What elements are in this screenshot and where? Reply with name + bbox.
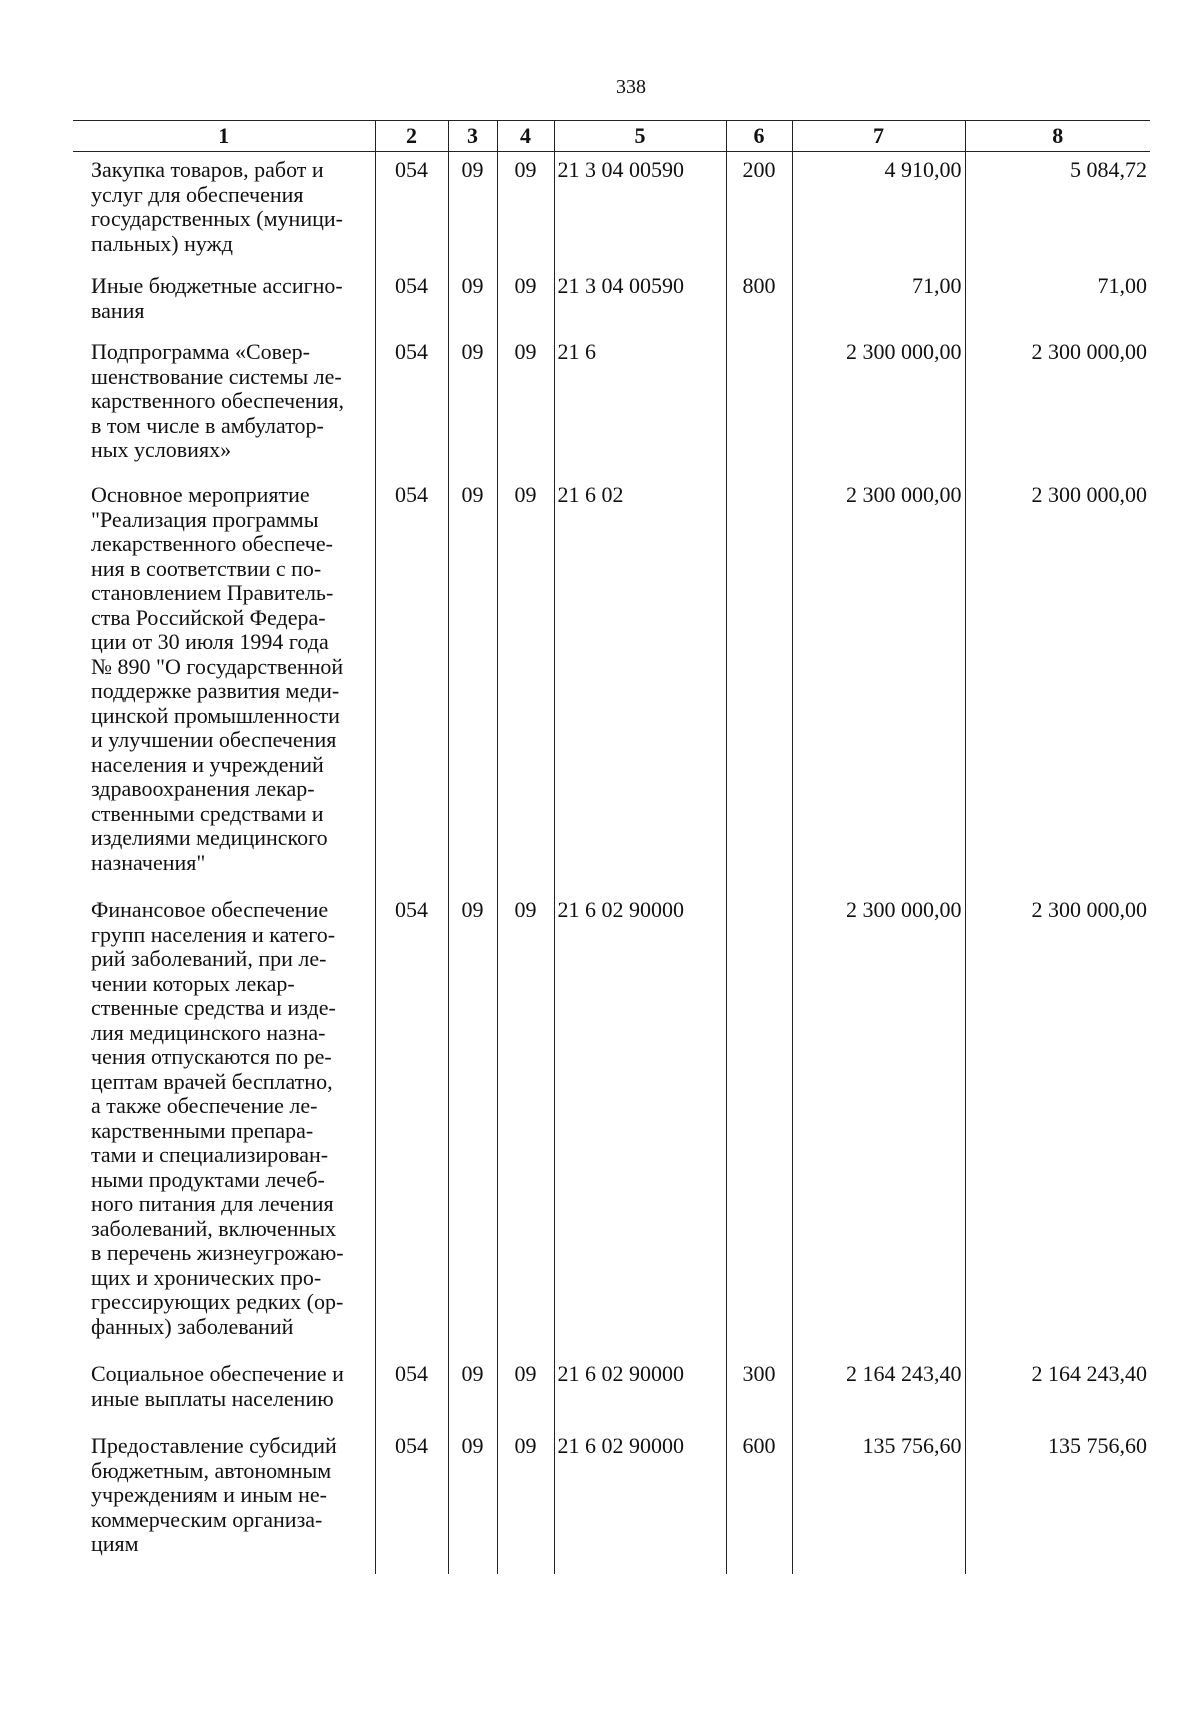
row-name-line: Предоставление субсидий xyxy=(91,1433,337,1458)
table-row xyxy=(73,268,1150,334)
row-name-line: ственные средства и изде- xyxy=(91,995,336,1020)
row-name-line: "Реализация программы xyxy=(91,506,319,532)
table-row xyxy=(73,1428,1150,1574)
row-name-line: Подпрограмма «Совер- xyxy=(91,339,310,364)
row-name-line: чения отпускаются по ре- xyxy=(91,1044,332,1069)
row-name-line: Закупка товаров, работ и xyxy=(91,157,324,182)
row-rz-cell: 09 xyxy=(448,1428,497,1574)
header-col-8: 8 xyxy=(965,121,1150,152)
row-name-line: коммерческим организа- xyxy=(91,1506,323,1532)
row-rz-cell: 09 xyxy=(448,268,497,334)
row-pr-cell: 09 xyxy=(497,334,554,477)
row-name-line: Финансовое обеспечение xyxy=(91,897,329,922)
row-name-line: здравоохранения лекар- xyxy=(91,776,315,801)
row-name-cell xyxy=(73,152,375,269)
table-header-row xyxy=(73,121,1150,152)
budget-table xyxy=(73,120,1150,1574)
header-col-1: 1 xyxy=(73,121,375,152)
row-name-line: вания xyxy=(91,297,145,323)
row-name-line: лия медицинского назна- xyxy=(91,1019,326,1045)
row-sum2-cell: 2 164 243,40 xyxy=(965,1356,1150,1428)
row-name-cell xyxy=(73,1356,375,1428)
row-gr-cell: 054 xyxy=(375,477,448,892)
row-name-line: и улучшении обеспечения xyxy=(91,727,337,752)
row-gr-cell: 054 xyxy=(375,152,448,269)
row-sum1-cell: 2 164 243,40 xyxy=(792,1356,965,1428)
row-name-line: рий заболеваний, при ле- xyxy=(91,946,327,971)
row-name-line: грессирующих редких (ор- xyxy=(91,1289,344,1314)
row-rz-cell: 09 xyxy=(448,1356,497,1428)
header-col-3: 3 xyxy=(448,121,497,152)
row-sum2-cell: 2 300 000,00 xyxy=(965,477,1150,892)
table-row xyxy=(73,477,1150,892)
row-name-line: Социальное обеспечение и xyxy=(91,1361,344,1386)
row-name-line: карственного обеспечения, xyxy=(91,388,345,413)
row-name-line: заболеваний, включенных xyxy=(91,1215,337,1241)
row-name-line: циям xyxy=(91,1531,139,1556)
row-gr-cell: 054 xyxy=(375,1428,448,1574)
row-pr-cell: 09 xyxy=(497,152,554,269)
row-name-line: государственных (муници- xyxy=(91,206,343,231)
row-vr-cell xyxy=(726,334,792,477)
row-name-line: ния в соответствии с по- xyxy=(91,555,322,581)
row-name-line: в том числе в амбулатор- xyxy=(91,412,324,438)
row-name-line: № 890 "О государственной xyxy=(91,653,344,679)
row-name-line: изделиями медицинского xyxy=(91,825,328,850)
row-gr-cell: 054 xyxy=(375,892,448,1356)
row-sum2-cell: 2 300 000,00 xyxy=(965,892,1150,1356)
row-vr-cell: 200 xyxy=(726,152,792,269)
row-gr-cell: 054 xyxy=(375,1356,448,1428)
row-name-line: бюджетным, автономным xyxy=(91,1457,332,1483)
table-row xyxy=(73,1356,1150,1428)
row-name-cell xyxy=(73,1428,375,1574)
row-name-line: фанных) заболеваний xyxy=(91,1313,294,1339)
row-kcsr-cell: 21 6 xyxy=(554,334,726,477)
row-name-line: ции от 30 июля 1994 года xyxy=(91,629,329,654)
row-name-line: карственными препара- xyxy=(91,1117,314,1143)
header-col-4: 4 xyxy=(497,121,554,152)
row-kcsr-cell: 21 3 04 00590 xyxy=(554,268,726,334)
table-row xyxy=(73,152,1150,269)
row-kcsr-cell: 21 3 04 00590 xyxy=(554,152,726,269)
row-kcsr-cell: 21 6 02 xyxy=(554,477,726,892)
row-name-line: назначения" xyxy=(91,849,206,875)
row-sum1-cell: 4 910,00 xyxy=(792,152,965,269)
row-name-line: ного питания для лечения xyxy=(91,1191,334,1216)
row-name-line: иные выплаты населению xyxy=(91,1385,334,1411)
row-sum1-cell: 71,00 xyxy=(792,268,965,334)
row-vr-cell: 300 xyxy=(726,1356,792,1428)
row-sum2-cell: 71,00 xyxy=(965,268,1150,334)
row-name-line: цептам врачей бесплатно, xyxy=(91,1068,333,1094)
row-vr-cell: 800 xyxy=(726,268,792,334)
row-sum2-cell: 135 756,60 xyxy=(965,1428,1150,1574)
row-name-line: поддержке развития меди- xyxy=(91,678,340,703)
row-name-line: щих и хронических про- xyxy=(91,1264,322,1290)
row-kcsr-cell: 21 6 02 90000 xyxy=(554,1428,726,1574)
row-name-line: цинской промышленности xyxy=(91,702,340,728)
row-rz-cell: 09 xyxy=(448,334,497,477)
row-name-line: учреждениям и иным не- xyxy=(91,1482,327,1507)
row-gr-cell: 054 xyxy=(375,268,448,334)
row-kcsr-cell: 21 6 02 90000 xyxy=(554,892,726,1356)
row-name-line: ственными средствами и xyxy=(91,800,324,826)
row-name-line: ных условиях» xyxy=(91,437,232,462)
row-name-line: групп населения и катего- xyxy=(91,921,336,947)
row-rz-cell: 09 xyxy=(448,892,497,1356)
row-name-cell xyxy=(73,268,375,334)
row-name-line: чении которых лекар- xyxy=(91,970,295,996)
header-col-2: 2 xyxy=(375,121,448,152)
row-name-line: ства Российской Федера- xyxy=(91,604,326,630)
row-rz-cell: 09 xyxy=(448,152,497,269)
header-col-7: 7 xyxy=(792,121,965,152)
row-sum1-cell: 2 300 000,00 xyxy=(792,477,965,892)
row-name-line: лекарственного обеспече- xyxy=(91,531,333,556)
row-name-cell xyxy=(73,334,375,477)
row-vr-cell xyxy=(726,477,792,892)
row-sum2-cell: 2 300 000,00 xyxy=(965,334,1150,477)
header-col-5: 5 xyxy=(554,121,726,152)
header-col-6: 6 xyxy=(726,121,792,152)
row-kcsr-cell: 21 6 02 90000 xyxy=(554,1356,726,1428)
row-vr-cell: 600 xyxy=(726,1428,792,1574)
row-vr-cell xyxy=(726,892,792,1356)
row-name-line: шенствование системы ле- xyxy=(91,363,342,389)
row-name-line: населения и учреждений xyxy=(91,751,324,777)
row-sum2-cell: 5 084,72 xyxy=(965,152,1150,269)
row-name-cell xyxy=(73,892,375,1356)
table-row xyxy=(73,334,1150,477)
row-name-cell xyxy=(73,477,375,892)
row-name-line: в перечень жизнеугрожаю- xyxy=(91,1240,344,1265)
row-name-line: пальных) нужд xyxy=(91,230,234,256)
row-gr-cell: 054 xyxy=(375,334,448,477)
row-pr-cell: 09 xyxy=(497,892,554,1356)
row-name-line: Иные бюджетные ассигно- xyxy=(91,273,343,298)
row-name-line: Основное мероприятие xyxy=(91,482,310,507)
row-pr-cell: 09 xyxy=(497,1356,554,1428)
row-name-line: тами и специализирован- xyxy=(91,1142,329,1167)
row-pr-cell: 09 xyxy=(497,268,554,334)
row-name-line: ными продуктами лечеб- xyxy=(91,1166,325,1192)
row-name-line: а также обеспечение ле- xyxy=(91,1093,318,1118)
row-rz-cell: 09 xyxy=(448,477,497,892)
row-sum1-cell: 2 300 000,00 xyxy=(792,892,965,1356)
row-pr-cell: 09 xyxy=(497,477,554,892)
row-sum1-cell: 2 300 000,00 xyxy=(792,334,965,477)
row-name-line: услуг для обеспечения xyxy=(91,181,304,207)
page-number: 338 xyxy=(616,76,646,98)
row-pr-cell: 09 xyxy=(497,1428,554,1574)
row-sum1-cell: 135 756,60 xyxy=(792,1428,965,1574)
table-row xyxy=(73,892,1150,1356)
row-name-line: становлением Правитель- xyxy=(91,580,334,605)
